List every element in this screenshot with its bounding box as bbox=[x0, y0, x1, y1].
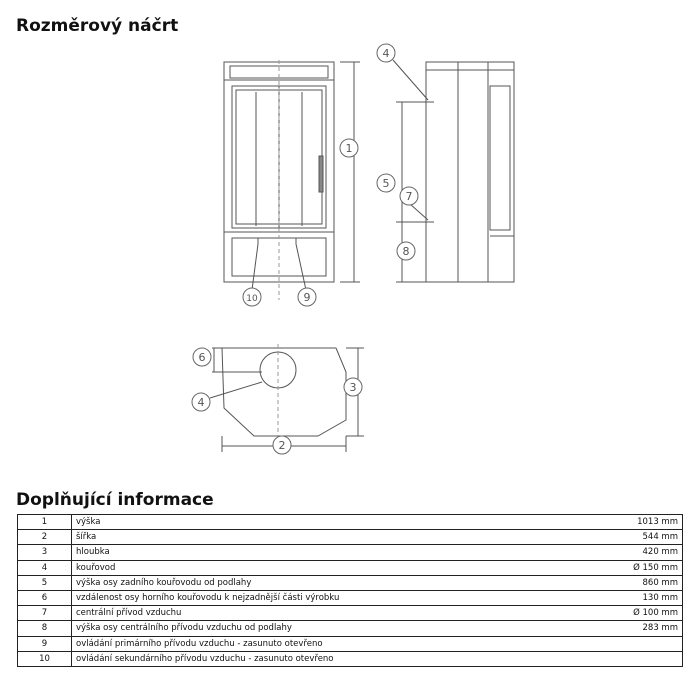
row-label: ovládání primárního přívodu vzduchu - zasunuto otevřeno bbox=[72, 636, 588, 651]
row-number: 10 bbox=[18, 651, 72, 666]
callout-5: 5 bbox=[382, 177, 390, 190]
callout-8: 8 bbox=[402, 245, 410, 258]
row-value: 860 mm bbox=[588, 575, 683, 590]
side-view bbox=[426, 62, 514, 282]
callout-4: 4 bbox=[382, 47, 390, 60]
row-value bbox=[588, 651, 683, 666]
callout-7: 7 bbox=[405, 190, 413, 203]
callout-2: 2 bbox=[278, 439, 286, 452]
row-label: hloubka bbox=[72, 545, 588, 560]
table-row bbox=[18, 575, 683, 590]
row-label: šířka bbox=[72, 530, 588, 545]
row-number: 6 bbox=[18, 590, 72, 605]
row-number: 2 bbox=[18, 530, 72, 545]
row-label: výška bbox=[72, 515, 588, 530]
row-number: 1 bbox=[18, 515, 72, 530]
row-value bbox=[588, 636, 683, 651]
row-value: 420 mm bbox=[588, 545, 683, 560]
table-row bbox=[18, 621, 683, 636]
callout-3: 3 bbox=[349, 381, 357, 394]
row-number: 4 bbox=[18, 560, 72, 575]
row-label: centrální přívod vzduchu bbox=[72, 606, 588, 621]
row-value: Ø 100 mm bbox=[588, 606, 683, 621]
info-table bbox=[17, 514, 683, 667]
row-value: 283 mm bbox=[588, 621, 683, 636]
row-value: 1013 mm bbox=[588, 515, 683, 530]
table-row bbox=[18, 530, 683, 545]
callout-4-top: 4 bbox=[197, 396, 205, 409]
info-heading: Doplňující informace bbox=[16, 490, 214, 510]
row-label: výška osy zadního kouřovodu od podlahy bbox=[72, 575, 588, 590]
table-row bbox=[18, 560, 683, 575]
row-value: 130 mm bbox=[588, 590, 683, 605]
callout-9: 9 bbox=[303, 291, 311, 304]
table-row bbox=[18, 515, 683, 530]
row-label: výška osy centrálního přívodu vzduchu od podlahy bbox=[72, 621, 588, 636]
top-view bbox=[222, 344, 346, 444]
table-row bbox=[18, 636, 683, 651]
callout-10: 10 bbox=[246, 294, 258, 304]
row-label: kouřovod bbox=[72, 560, 588, 575]
row-number: 9 bbox=[18, 636, 72, 651]
table-row bbox=[18, 590, 683, 605]
front-view bbox=[224, 60, 334, 300]
row-value: 544 mm bbox=[588, 530, 683, 545]
callout-1: 1 bbox=[345, 142, 353, 155]
row-value: Ø 150 mm bbox=[588, 560, 683, 575]
row-number: 7 bbox=[18, 606, 72, 621]
table-row bbox=[18, 545, 683, 560]
row-number: 5 bbox=[18, 575, 72, 590]
row-number: 3 bbox=[18, 545, 72, 560]
row-label: vzdálenost osy horního kouřovodu k nejzadnější části výrobku bbox=[72, 590, 588, 605]
row-label: ovládání sekundárního přívodu vzduchu - zasunuto otevřeno bbox=[72, 651, 588, 666]
table-row bbox=[18, 606, 683, 621]
sketch-heading: Rozměrový náčrt bbox=[16, 16, 179, 36]
table-row bbox=[18, 651, 683, 666]
callout-6: 6 bbox=[198, 351, 206, 364]
row-number: 8 bbox=[18, 621, 72, 636]
